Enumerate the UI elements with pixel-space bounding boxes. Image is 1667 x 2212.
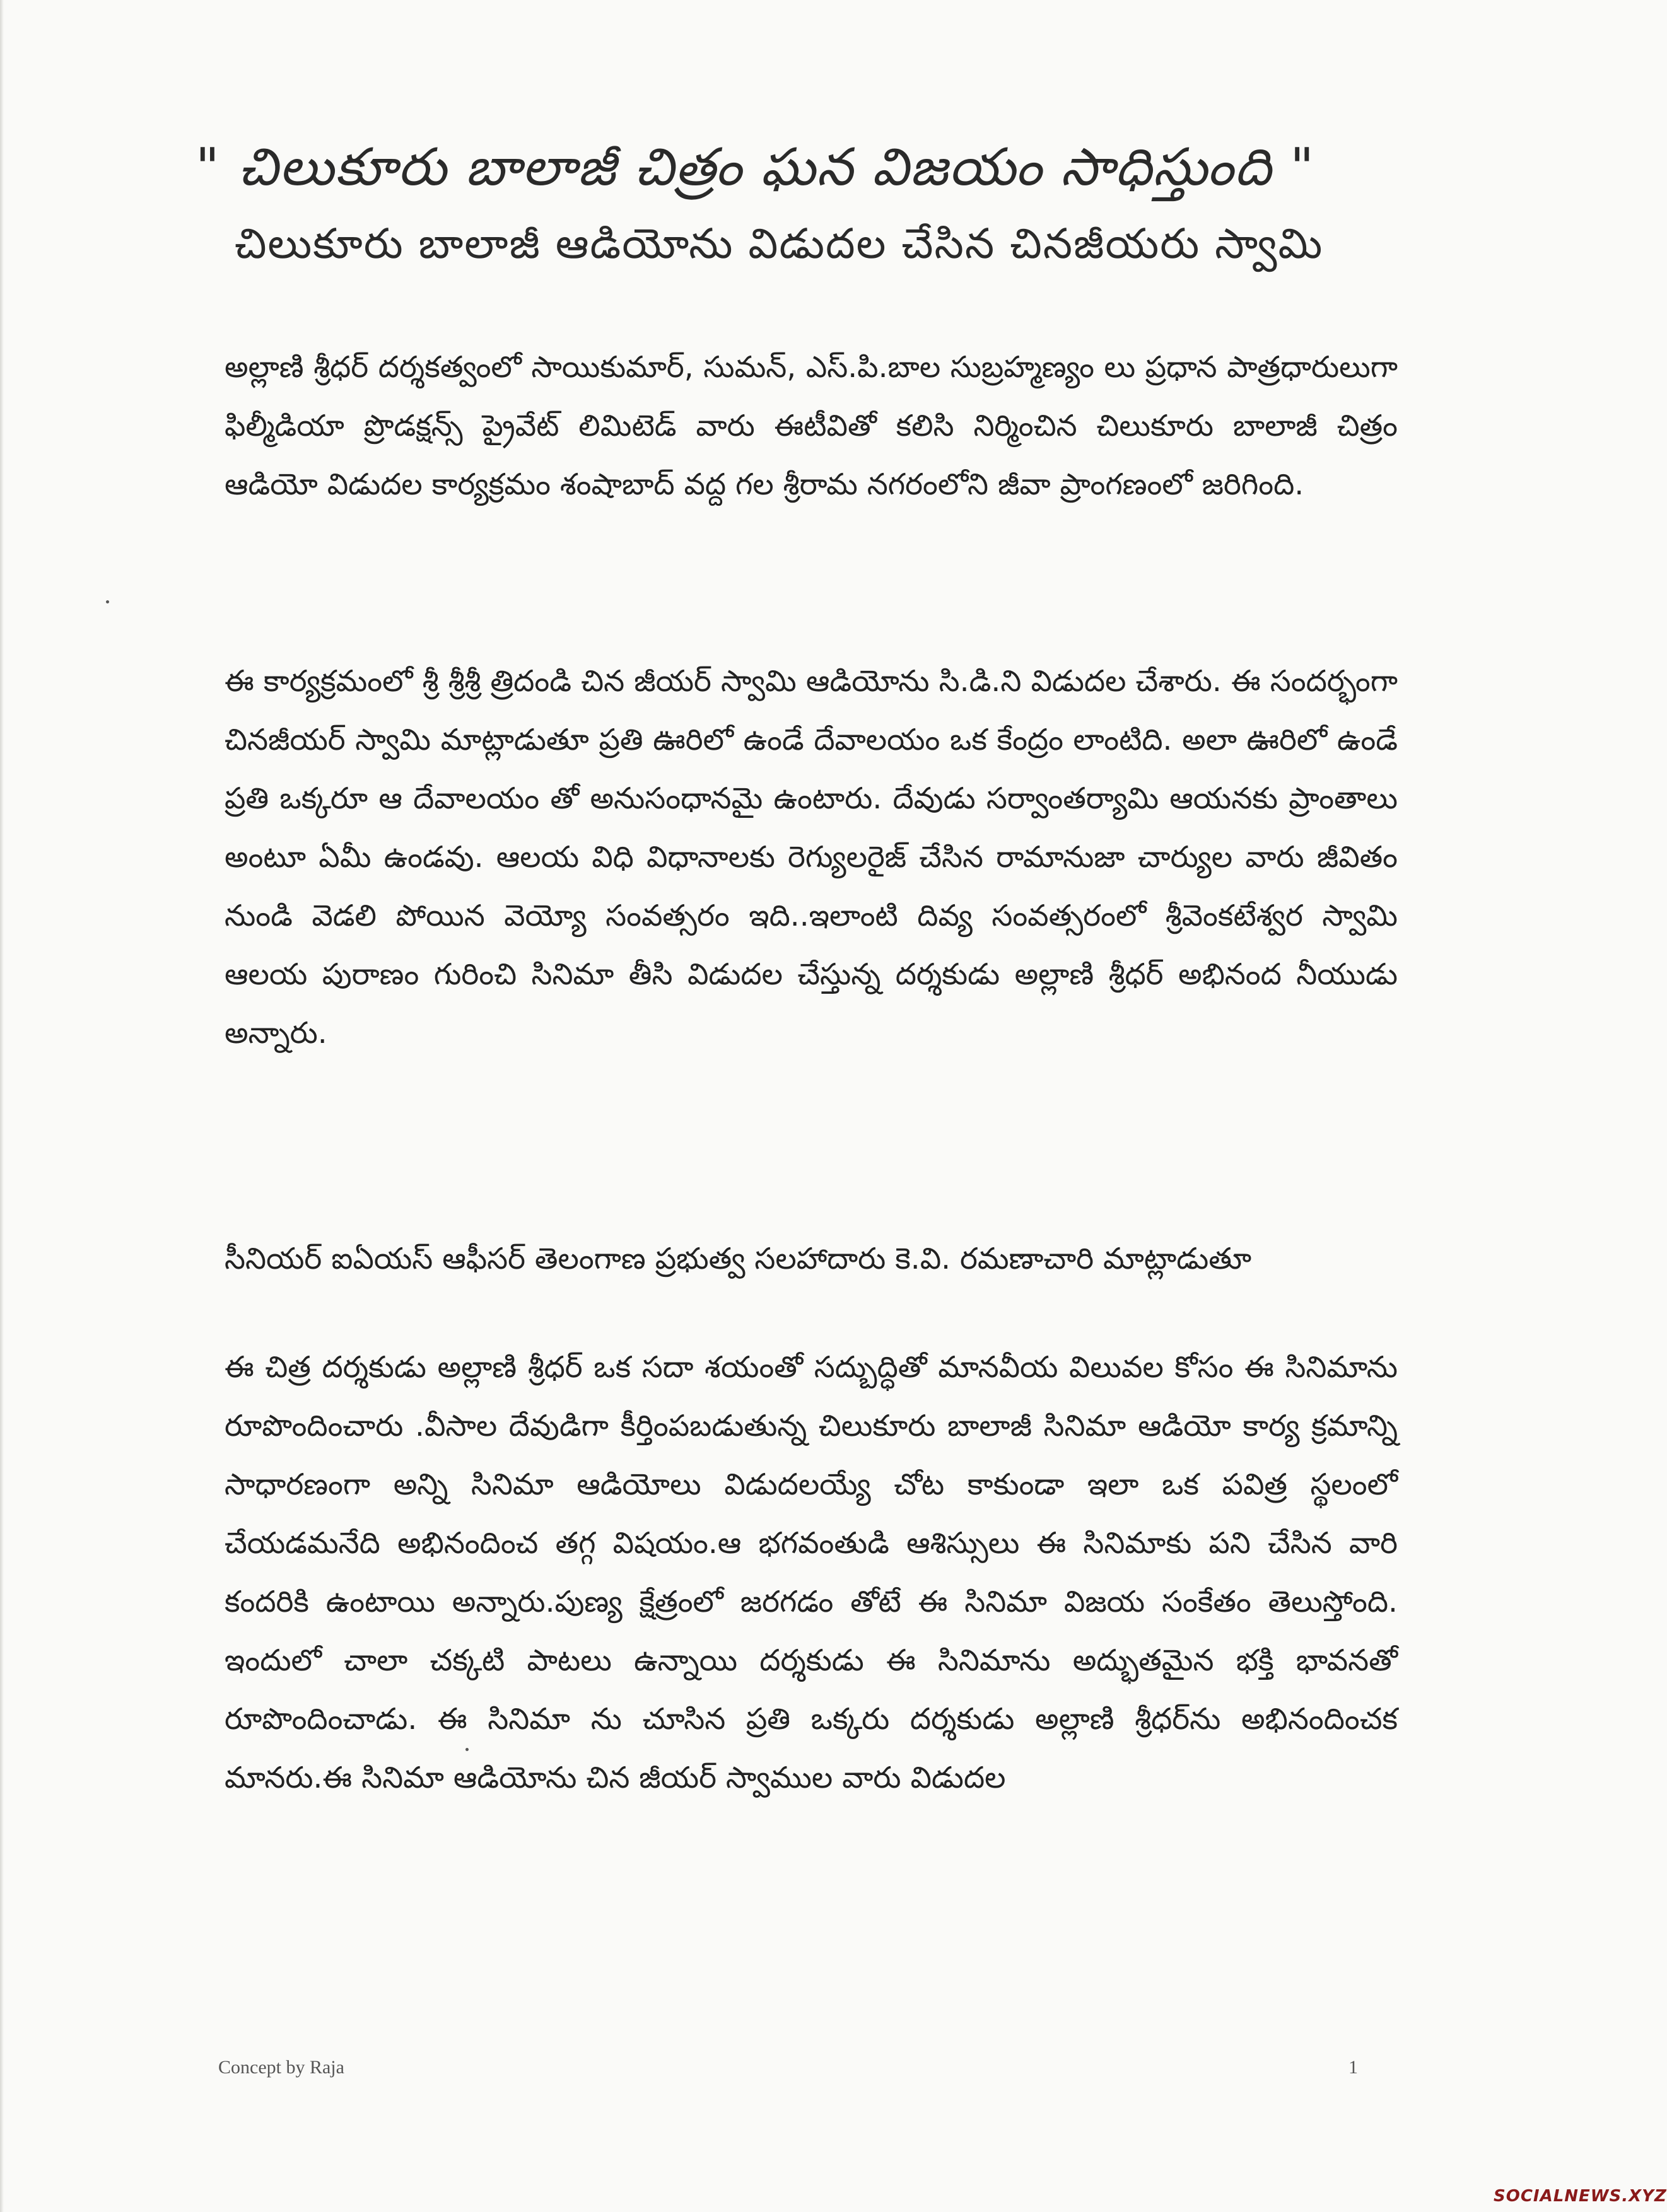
scan-speck xyxy=(106,600,109,603)
site-watermark: SOCIALNEWS.XYZ xyxy=(1494,2187,1667,2206)
paragraph-ramanachari-intro: సీనియర్ ఐఏయస్ ఆఫీసర్ తెలంగాణ ప్రభుత్వ సలహాదారు కె.వి. రమణాచారి మాట్లాడుతూ xyxy=(225,1242,1252,1276)
footer-credit: Concept by Raja xyxy=(218,2057,344,2078)
paragraph-ramanachari-speech: ఈ చిత్ర దర్శకుడు అల్లాణి శ్రీధర్ ఒక సదా శయంతో సద్బుద్ధితో మానవీయ విలువల కోసం ఈ సినిమాను రూపొందించారు .వీసాల దేవుడిగా కీర్తింపబడుతున్న చిలుకూరు బాలాజీ సినిమా ఆడియో కార్య క్రమాన్ని సాధారణంగా అన్ని సినిమా ఆడియోలు విడుదలయ్యే చోట కాకుండా ఇలా ఒక పవిత్ర స్థలంలో చేయడమనేది అభినందించ తగ్గ విషయం.ఆ భగవంతుడి ఆశిస్సులు ఈ సినిమాకు పని చేసిన వారి కందరికి ఉంటాయి అన్నారు.పుణ్య క్షేత్రంలో జరగడం తోటే ఈ సినిమా విజయ సంకేతం తెలుస్తోంది. ఇందులో చాలా చక్కటి పాటలు ఉన్నాయి దర్శకుడు ఈ సినిమాను అద్భుతమైన భక్తి భావనతో రూపొందించాడు. ఈ సినిమా ను చూసిన ప్రతి ఒక్కరు దర్శకుడు అల్లాణి శ్రీధర్‌ను అభినందించక మానరు.ఈ సినిమా ఆడియోను చిన జీయర్ స్వాముల వారు విడుదల xyxy=(225,1350,1398,1795)
scan-edge-shadow xyxy=(0,0,4,2212)
handwritten-headline: " చిలుకూరు బాలాజీ చిత్రం ఘన విజయం సాధిస్తుంది " xyxy=(196,137,1316,197)
page-number: 1 xyxy=(1348,2057,1358,2078)
page-subtitle: చిలుకూరు బాలాజీ ఆడియోను విడుదల చేసిన చినజీయరు స్వామి xyxy=(235,219,1324,268)
paragraph-chinajeeyar-speech: ఈ కార్యక్రమంలో శ్రీ శ్రీశ్రీ త్రిదండి చిన జీయర్ స్వామి ఆడియోను సి.డి.ని విడుదల చేశారు. ఈ సందర్భంగా చినజీయర్ స్వామి మాట్లాడుతూ ప్రతి ఊరిలో ఉండే దేవాలయం ఒక కేంద్రం లాంటిది. అలా ఊరిలో ఉండే ప్రతి ఒక్కరూ ఆ దేవాలయం తో అనుసంధానమై ఉంటారు. దేవుడు సర్వాంతర్యామి ఆయనకు ప్రాంతాలు అంటూ ఏమీ ఉండవు. ఆలయ విధి విధానాలకు రెగ్యులరైజ్ చేసిన రామానుజా చార్యుల వారు జీవితం నుండి వెడలి పోయిన వెయ్యో సంవత్సరం ఇది..ఇలాంటి దివ్య సంవత్సరంలో శ్రీవెంకటేశ్వర స్వామి ఆలయ పురాణం గురించి సినిమా తీసి విడుదల చేస్తున్న దర్శకుడు అల్లాణి శ్రీధర్ అభినంద నీయుడు అన్నారు. xyxy=(225,664,1398,1051)
scan-speck xyxy=(465,1748,469,1751)
paragraph-intro: అల్లాణి శ్రీధర్ దర్శకత్వంలో సాయికుమార్, సుమన్, ఎస్.పి.బాల సుబ్రహ్మణ్యం లు ప్రధాన పాత్రధారులుగా ఫిల్మీడియా ప్రొడక్షన్స్ ప్రైవేట్ లిమిటెడ్ వారు ఈటీవితో కలిసి నిర్మించిన చిలుకూరు బాలాజీ చిత్రం ఆడియో విడుదల కార్యక్రమం శంషాబాద్ వద్ద గల శ్రీరామ నగరంలోని జీవా ప్రాంగణంలో జరిగింది. xyxy=(225,350,1398,502)
